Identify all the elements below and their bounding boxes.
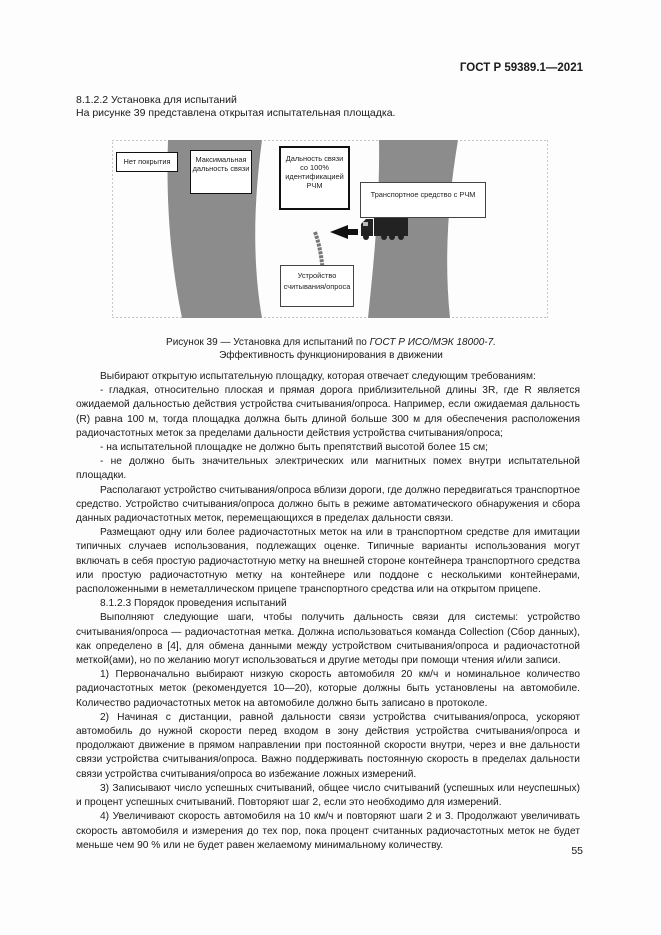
list-item: - на испытательной площадке не должно быть препятствий высотой более 15 см; — [100, 442, 488, 454]
section-title: 8.1.2.2 Установка для испытаний — [76, 94, 237, 106]
figure-caption — [76, 336, 586, 362]
section-intro: На рисунке 39 представлена открытая испытательная площадка. — [76, 107, 396, 119]
label-vehicle: Транспортное средство с РЧМ — [360, 182, 486, 218]
step-item: 2) Начиная с дистанции, равной дальности связи устройства считывания/опроса, ускоряют автомобиль до нужной скорости перед входом в зону действия устройства считывания/опроса и продолжают движение в прямом направлении при постоянной скорости внутри, через и вне дальности связи устройства считывания/опроса. Важно поддерживать постоянную скорость в пределах дальности связи устройства считывания/опроса во избежание ложных измерений. — [76, 711, 580, 780]
paragraph: Выбирают открытую испытательную площадку, которая отвечает следующим требованиям: — [100, 371, 536, 382]
label-reader: Устройство считывания/опроса — [280, 265, 354, 307]
step-item: 1) Первоначально выбирают низкую скорость автомобиля 20 км/ч и номинальное количество радиочастотных меток (рекомендуется 10—20), которые должны быть установлены на автомобиле. Количество радиочастотных меток на автомобиле должно быть записано в протоколе. — [76, 669, 580, 709]
subsection-title: 8.1.2.3 Порядок проведения испытаний — [100, 598, 287, 610]
label-range-100: Дальность связи со 100% идентификацией РЧМ — [279, 146, 350, 210]
direction-arrow-icon — [330, 225, 348, 239]
truck-icon — [361, 217, 408, 240]
label-max-range: Максимальная дальность связи — [190, 150, 252, 194]
caption-line1-prefix: Рисунок 39 — Установка для испытаний по — [166, 337, 370, 348]
list-item: - гладкая, относительно плоская и прямая дорога приблизительной длины 3R, где R является ожидаемой дальностью действия устройства считывания/опроса. Например, если ожидаемая дальность (R) равна 100 м, тогда площадка должна быть длиной больше 300 м для обеспечения расположения радиочастотных меток за пределами дальности действия устройства считывания/опроса; — [76, 385, 580, 439]
step-item: 4) Увеличивают скорость автомобиля на 10 км/ч и повторяют шаги 2 и 3. Продолжают увеличивать скорость автомобиля и измерения до тех пор, пока процент считанных радиочастотных меток не будет меньше чем 90 % или не будет равен желаемому минимальному количеству. — [76, 811, 580, 851]
paragraph: Располагают устройство считывания/опроса вблизи дороги, где должно передвигаться транспортное средство. Устройство считывания/опроса должно быть в режиме автоматического обнаружения и сбора данных радиочастотных меток, перемещающихся в пределах дальности связи. — [76, 484, 580, 525]
caption-line2: Эффективность функционирования в движении — [219, 350, 443, 361]
step-item: 3) Записывают число успешных считываний, общее число считываний (успешных или неуспешных) и процент успешных считываний. Повторяют шаг 2, если это необходимо для измерений. — [76, 782, 580, 809]
body-text — [76, 370, 580, 853]
list-item: - не должно быть значительных электрических или магнитных помех внутри испытательной площадки. — [76, 456, 580, 482]
page-number: 55 — [571, 845, 583, 857]
label-no-coverage: Нет покрытия — [116, 152, 178, 172]
document-header: ГОСТ Р 59389.1—2021 — [459, 62, 583, 74]
arrow-shaft — [348, 229, 358, 235]
caption-line1-ref: ГОСТ Р ИСО/МЭК 18000-7. — [369, 337, 496, 348]
paragraph: Выполняют следующие шаги, чтобы получить дальность связи для системы: устройство считывания/опроса — радиочастотная метка. Должна использоваться команда Collection (Сбор данных), как определено в [4], для обмена данными между устройством считывания/опроса и радиочастотной меткой(ами), но по желанию могут использоваться и другие методы при помощи чтения и/или записи. — [76, 612, 580, 667]
figure-39 — [112, 140, 548, 318]
paragraph: Размещают одну или более радиочастотных меток на или в транспортном средстве для имитации типичных случаев использования, подлежащих оценке. Типичные варианты использования могут включать в себя простую радиочастотную метку на внешней стороне контейнера транспортного средства или простую радиочастотную метку на контейнере или поддоне с несколькими контейнерами, расположенными в неметаллическом прицепе транспортного средства или на открытом прицепе. — [76, 527, 580, 596]
